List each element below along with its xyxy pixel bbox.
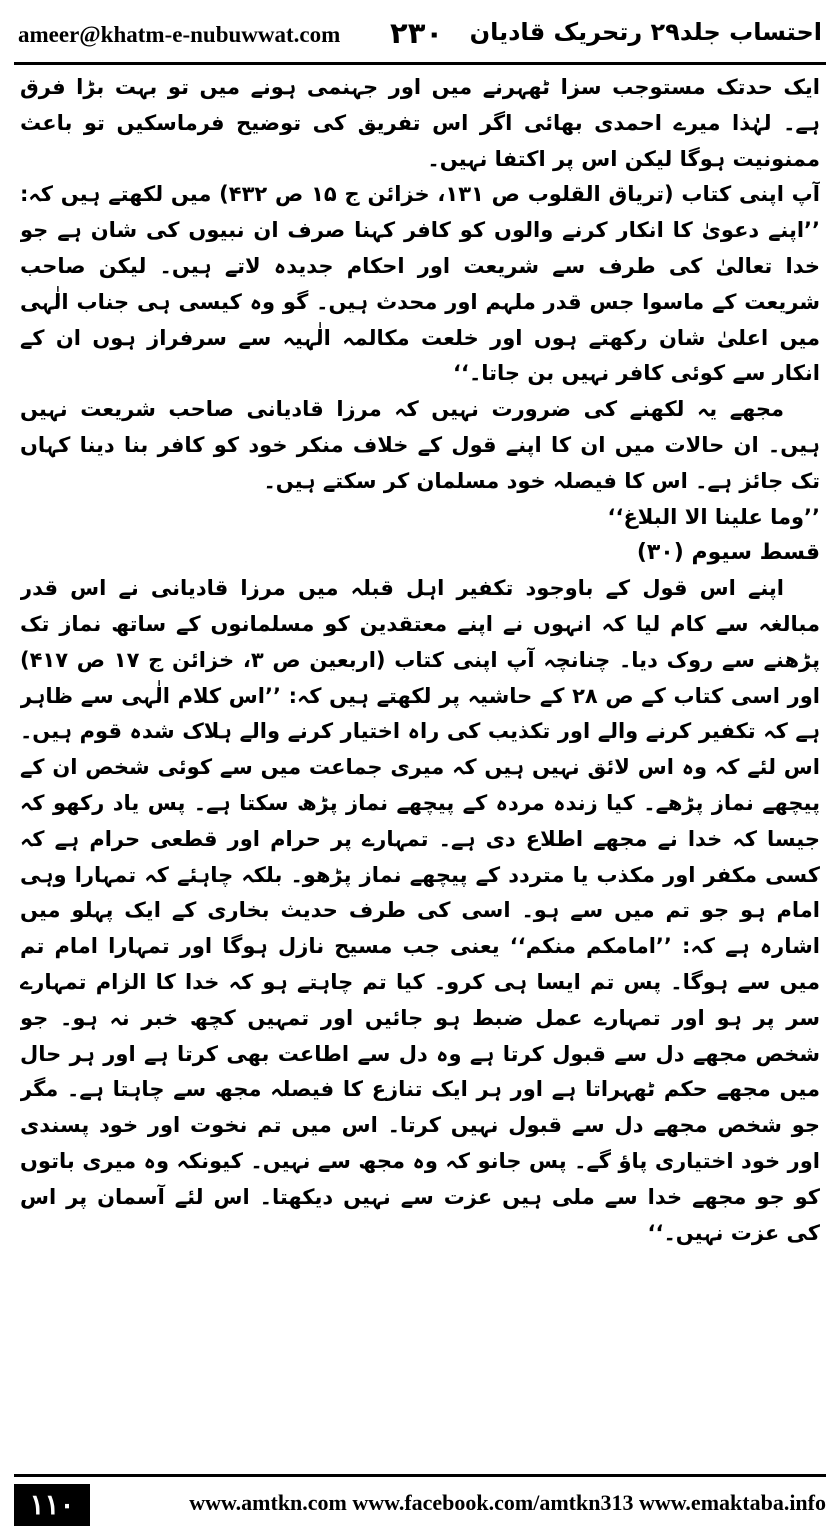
header-divider xyxy=(14,62,826,65)
footer-links: www.amtkn.com www.facebook.com/amtkn313 www.emaktaba.info xyxy=(189,1490,826,1515)
header-book-title: احتساب جلد۲۹ رتحریک قادیان xyxy=(469,18,822,46)
footer-page-number: ۱۱۰ xyxy=(14,1484,90,1526)
header-page-number: ۲۳۰ xyxy=(390,16,444,50)
footer-divider xyxy=(14,1474,826,1477)
paragraph-3: مجھے یہ لکھنے کی ضرورت نہیں کہ مرزا قادیانی صاحب شریعت نہیں ہیں۔ ان حالات میں ان کا اپنے قول کے خلاف منکر خود کو کافر بنا دینا کہاں تک جائز ہے۔ اس کا فیصلہ خود مسلمان کر سکتے ہیں۔ xyxy=(20,397,820,493)
paragraph-3-quote: ’’وما علینا الا البلاغ‘‘ xyxy=(607,504,820,529)
page-header xyxy=(18,14,822,58)
header-email: ameer@khatm-e-nubuwwat.com xyxy=(18,22,341,47)
section-heading: قسط سیوم (۳۰) xyxy=(636,540,820,566)
paragraph-4: اپنے اس قول کے باوجود تکفیر اہل قبلہ میں مرزا قادیانی نے اس قدر مبالغہ سے کام لیا کہ انہوں نے اپنے معتقدین کو مسلمانوں کے ساتھ نماز تک پڑھنے سے روک دیا۔ چنانچہ آپ اپنی کتاب (اربعین ص ۳، خزائن ج ۱۷ ص ۴۱۷) اور اسی کتاب کے ص ۲۸ کے حاشیہ پر لکھتے ہیں کہ: ’’اس کلام الٰہی سے ظاہر ہے کہ تکفیر کرنے والے اور تکذیب کی راہ اختیار کرنے والے ہلاک شدہ قوم ہیں۔ اس لئے کہ وہ اس لائق نہیں ہیں کہ میری جماعت میں سے کوئی شخص ان کے پیچھے نماز پڑھے۔ کیا زندہ مردہ کے پیچھے نماز پڑھ سکتا ہے۔ پس یاد رکھو کہ جیسا کہ خدا نے مجھے اطلاع دی ہے۔ تمہارے پر حرام اور قطعی حرام ہے کہ کسی مکفر اور مکذب یا متردد کے پیچھے نماز پڑھو۔ بلکہ چاہئے کہ تمہارا وہی امام ہو جو تم میں سے ہو۔ اسی کی طرف حدیث بخاری کے ایک پہلو میں اشارہ ہے کہ: ’’امامکم منکم‘‘ یعنی جب مسیح نازل ہوگا اور تمہارا امام تم میں سے ہوگا۔ پس تم ایسا ہی کرو۔ کیا تم چاہتے ہو کہ خدا کا الزام تمہارے سر پر ہو اور تمہارے عمل ضبط ہو جائیں اور تمہیں کچھ خبر نہ ہو۔ جو شخص مجھے دل سے قبول کرتا ہے وہ دل سے اطاعت بھی کرتا ہے اور ہر حال میں مجھے حکم ٹھہراتا ہے اور ہر ایک تنازع کا فیصلہ مجھ سے چاہتا ہے۔ مگر جو شخص مجھے دل سے قبول نہیں کرتا۔ اس میں تم نخوت اور خود پسندی اور خود اختیاری پاؤ گے۔ پس جانو کہ وہ مجھ سے نہیں۔ کیونکہ وہ میری باتوں کو جو مجھے خدا سے ملی ہیں عزت سے نہیں دیکھتا۔ اس لئے آسمان پر اس کی عزت نہیں۔‘‘ xyxy=(20,576,820,1245)
body-text xyxy=(20,70,820,1458)
paragraph-1: ایک حدتک مستوجب سزا ٹھہرنے میں اور جہنمی ہونے میں تو بہت بڑا فرق ہے۔ لہٰذا میرے احمدی بھائی اگر اس تفریق کی توضیح فرماسکیں تو باعث ممنونیت ہوگا لیکن اس پر اکتفا نہیں۔ xyxy=(20,75,820,171)
paragraph-2: آپ اپنی کتاب (تریاق القلوب ص ۱۳۱، خزائن ج ۱۵ ص ۴۳۲) میں لکھتے ہیں کہ: ’’اپنے دعویٰ کا انکار کرنے والوں کو کافر کہنا صرف ان نبیوں کی شان ہے جو خدا تعالیٰ کی طرف سے شریعت اور احکام جدیدہ لاتے ہیں۔ لیکن صاحب شریعت کے ماسوا جس قدر ملہم اور محدث ہیں۔ گو وہ کیسی ہی جناب الٰہی میں اعلیٰ شان رکھتے ہوں اور خلعت مکالمہ الٰہیہ سے سرفراز ہوں ان کے انکار سے کوئی کافر نہیں بن جاتا۔‘‘ xyxy=(20,182,820,386)
